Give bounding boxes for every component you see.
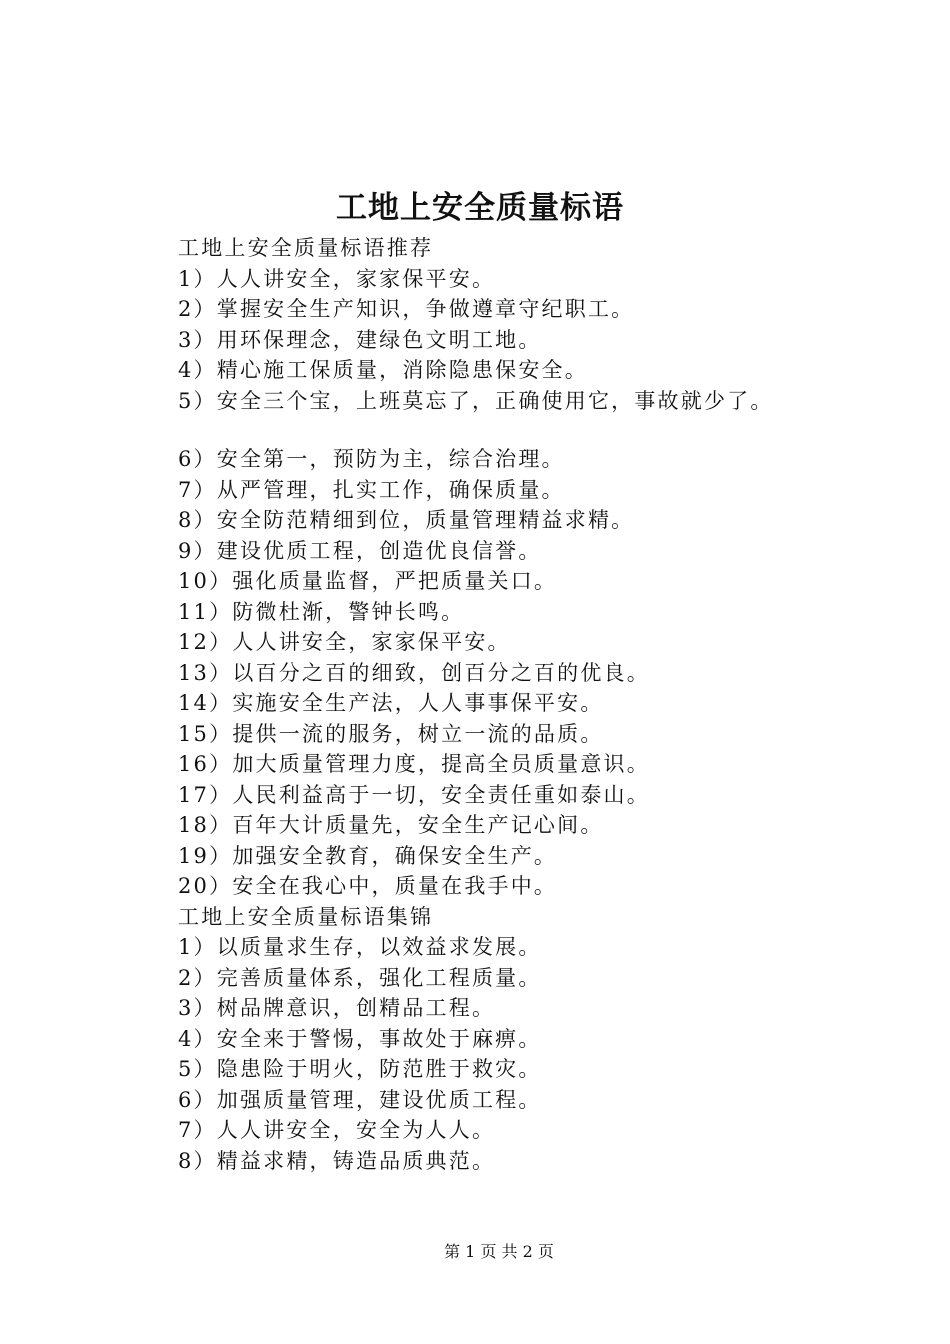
slogan-item: 4）精心施工保质量，消除隐患保安全。 (178, 358, 588, 382)
slogan-item: 20）安全在我心中，质量在我手中。 (178, 874, 558, 898)
slogan-item: 7）人人讲安全，安全为人人。 (178, 1118, 496, 1142)
section-heading-recommended: 工地上安全质量标语推荐 (178, 236, 434, 260)
slogan-item: 3）树品牌意识，创精品工程。 (178, 996, 496, 1020)
slogan-item: 2）掌握安全生产知识，争做遵章守纪职工。 (178, 297, 635, 321)
slogan-item: 1）以质量求生存，以效益求发展。 (178, 935, 542, 959)
slogan-item: 13）以百分之百的细致，创百分之百的优良。 (178, 660, 650, 685)
slogan-item: 17）人民利益高于一切，安全责任重如泰山。 (178, 782, 650, 807)
slogan-item: 3）用环保理念，建绿色文明工地。 (178, 327, 542, 352)
slogan-item: 18）百年大计质量先，安全生产记心间。 (178, 813, 604, 837)
slogan-item: 14）实施安全生产法，人人事事保平安。 (178, 691, 604, 715)
slogan-item: 7）从严管理，扎实工作，确保质量。 (178, 477, 565, 502)
slogan-item: 10）强化质量监督，严把质量关口。 (178, 569, 558, 593)
slogan-item: 19）加强安全教育，确保安全生产。 (178, 843, 558, 868)
slogan-item: 5）隐患险于明火，防范胜于救灾。 (178, 1057, 542, 1081)
slogan-item: 8）精益求精，铸造品质典范。 (178, 1148, 496, 1173)
slogan-item: 5）安全三个宝，上班莫忘了，正确使用它，事故就少了。 (178, 388, 774, 413)
section-heading-collection: 工地上安全质量标语集锦 (178, 904, 434, 929)
slogan-item: 12）人人讲安全，家家保平安。 (178, 630, 511, 654)
slogan-item: 11）防微杜渐，警钟长鸣。 (178, 599, 465, 624)
slogan-item: 1）人人讲安全，家家保平安。 (178, 266, 496, 291)
document-body (178, 233, 938, 1176)
slogan-item: 9）建设优质工程，创造优良信誉。 (178, 538, 542, 563)
slogan-item: 4）安全来于警惕，事故处于麻痹。 (178, 1026, 542, 1051)
page-title: 工地上安全质量标语 (336, 190, 624, 226)
slogan-item: 6）加强质量管理，建设优质工程。 (178, 1087, 542, 1112)
page-number-footer: 第 1 页 共 2 页 (444, 1242, 554, 1261)
slogan-item: 6）安全第一，预防为主，综合治理。 (178, 447, 565, 471)
slogan-item: 8）安全防范精细到位，质量管理精益求精。 (178, 508, 635, 532)
slogan-item: 15）提供一流的服务，树立一流的品质。 (178, 721, 604, 746)
slogan-item: 16）加大质量管理力度，提高全员质量意识。 (178, 752, 650, 776)
slogan-item: 2）完善质量体系，强化工程质量。 (178, 965, 542, 990)
